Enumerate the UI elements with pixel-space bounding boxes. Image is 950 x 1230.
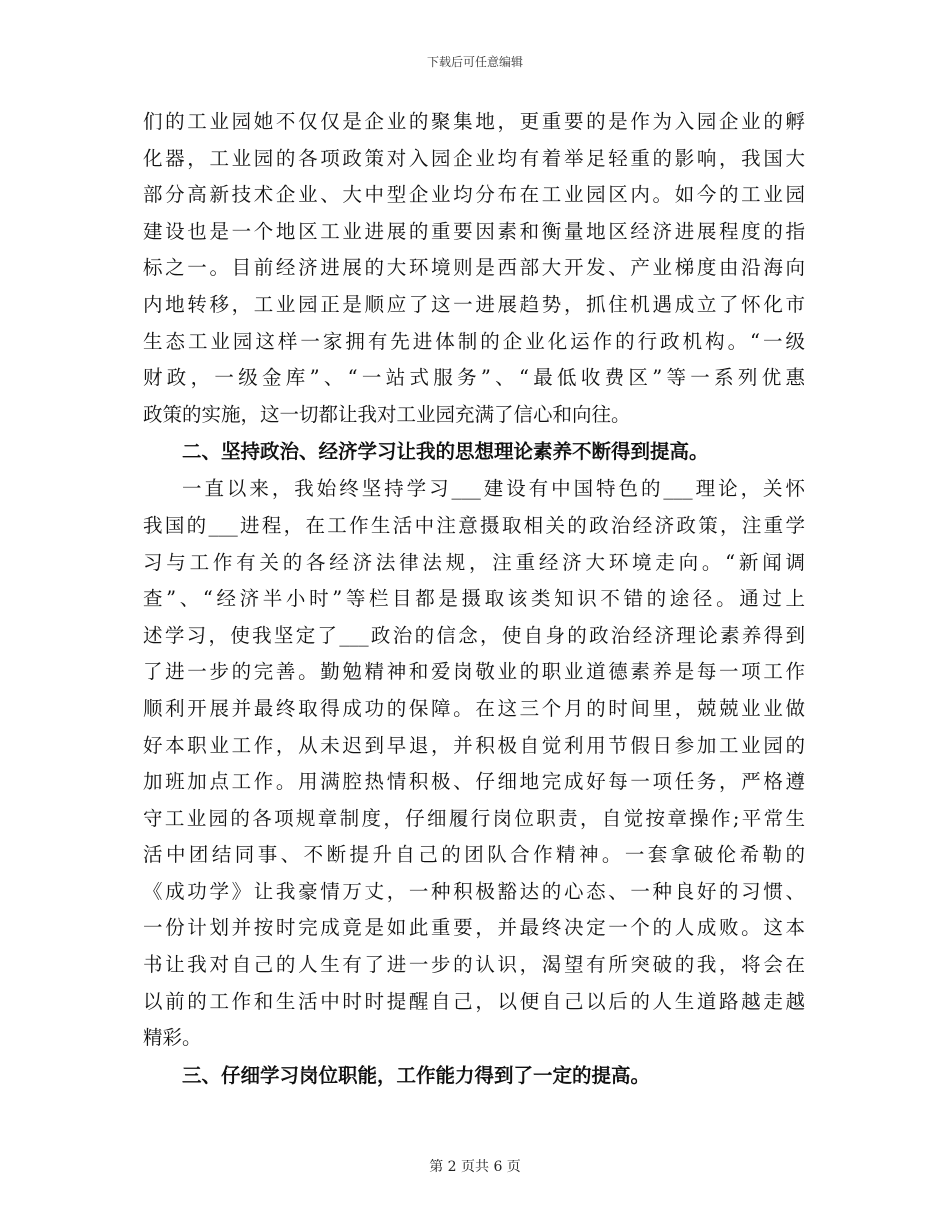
section-heading: 二、坚持政治、经济学习让我的思想理论素养不断得到提高。 [182, 440, 709, 464]
paragraph-line: 部分高新技术企业、大中型企业均分布在工业园区内。如今的工业园 [143, 183, 805, 207]
paragraph-line: 生态工业园这样一家拥有先进体制的企业化运作的行政机构。“一级 [143, 329, 805, 353]
page-number-footer: 第 2 页共 6 页 [429, 1159, 521, 1175]
paragraph-line: 一份计划并按时完成竟是如此重要，并最终决定一个的人成败。这本 [143, 916, 805, 940]
paragraph-line: 们的工业园她不仅仅是企业的聚集地，更重要的是作为入园企业的孵 [143, 110, 805, 133]
page-header: 下载后可任意编辑 [426, 55, 523, 69]
paragraph-line: 一直以来，我始终坚持学习___建设有中国特色的___理论，关怀 [182, 477, 805, 501]
paragraph-line: 精彩。 [143, 1026, 202, 1050]
paragraph-line: 内地转移，工业园正是顺应了这一进展趋势，抓住机遇成立了怀化市 [143, 292, 805, 316]
paragraph-line: 了进一步的完善。勤勉精神和爱岗敬业的职业道德素养是每一项工作 [143, 660, 805, 684]
paragraph-line: 好本职业工作，从未迟到早退，并积极自觉利用节假日参加工业园的 [143, 733, 805, 757]
section-heading: 三、仔细学习岗位职能，工作能力得到了一定的提高。 [182, 1063, 651, 1087]
paragraph-line: 我国的___进程，在工作生活中注意摄取相关的政治经济政策，注重学 [143, 513, 805, 537]
paragraph-line: 书让我对自己的人生有了进一步的认识，渴望有所突破的我，将会在 [143, 953, 805, 977]
paragraph-line: 建设也是一个地区工业进展的重要因素和衡量地区经济进展程度的指 [143, 219, 805, 243]
paragraph-line: 《成功学》让我豪情万丈，一种积极豁达的心态、一种良好的习惯、 [143, 879, 805, 903]
paragraph-line: 以前的工作和生活中时时提醒自己，以便自己以后的人生道路越走越 [143, 989, 805, 1013]
paragraph-line: 查”、“经济半小时”等栏目都是摄取该类知识不错的途径。通过上 [143, 587, 805, 611]
paragraph-line: 守工业园的各项规章制度，仔细履行岗位职责，自觉按章操作;平常生 [143, 806, 805, 830]
paragraph-line: 加班加点工作。用满腔热情积极、仔细地完成好每一项任务，严格遵 [143, 770, 805, 794]
paragraph-line: 财政，一级金库”、“一站式服务”、“最低收费区”等一系列优惠 [143, 366, 805, 390]
paragraph-line: 化器，工业园的各项政策对入园企业均有着举足轻重的影响，我国大 [143, 146, 805, 170]
paragraph-line: 政策的实施，这一切都让我对工业园充满了信心和向往。 [143, 402, 631, 426]
paragraph-line: 顺利开展并最终取得成功的保障。在这三个月的时间里，兢兢业业做 [143, 696, 805, 720]
document-body [143, 104, 805, 1095]
paragraph-line: 活中团结同事、不断提升自己的团队合作精神。一套拿破伦希勒的 [143, 843, 805, 867]
paragraph-line: 述学习，使我坚定了___政治的信念，使自身的政治经济理论素养得到 [143, 623, 805, 647]
paragraph-line: 标之一。目前经济进展的大环境则是西部大开发、产业梯度由沿海向 [143, 256, 805, 280]
paragraph-line: 习与工作有关的各经济法律法规，注重经济大环境走向。“新闻调 [143, 550, 805, 574]
